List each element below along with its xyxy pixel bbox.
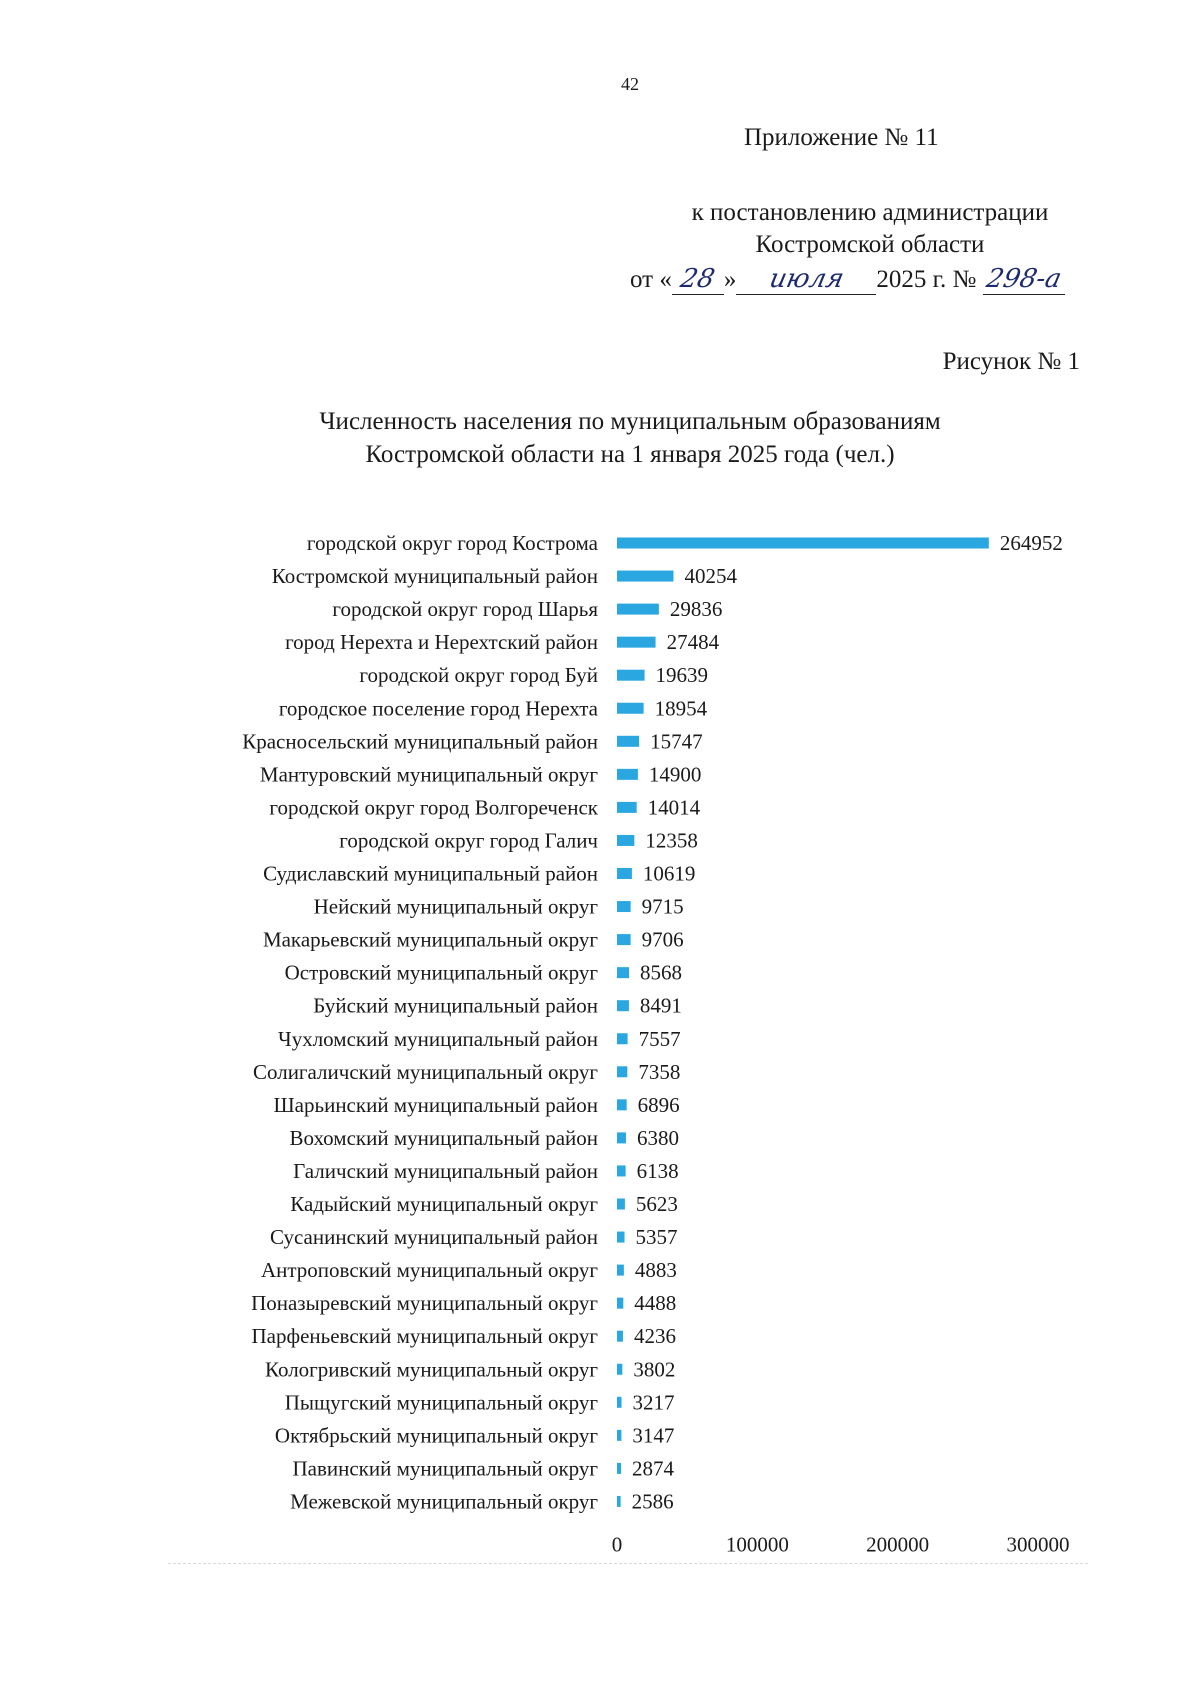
data-label: 14014	[647, 795, 701, 820]
category-label: Островский муниципальный округ	[284, 960, 598, 985]
data-label: 7557	[638, 1026, 681, 1051]
bar	[617, 1463, 621, 1474]
bar	[617, 1232, 625, 1243]
data-label: 19639	[655, 663, 709, 688]
date-month-field	[736, 264, 876, 295]
data-label: 4883	[634, 1258, 677, 1283]
decree-line-1: к постановлению администрации	[691, 199, 1049, 226]
data-label: 12358	[645, 828, 698, 853]
category-label: Чухломский муниципальный район	[278, 1026, 598, 1051]
category-label: Галичский муниципальный район	[293, 1158, 598, 1183]
x-tick-label: 0	[611, 1532, 623, 1557]
category-label: городской округ город Галич	[339, 828, 598, 853]
data-label: 14900	[648, 762, 702, 787]
data-label: 3802	[633, 1357, 676, 1382]
category-label: Поназыревский муниципальный округ	[251, 1291, 598, 1316]
bar	[617, 538, 989, 549]
category-label: Макарьевский муниципальный округ	[262, 927, 598, 952]
bar	[617, 736, 639, 747]
date-day-handwritten: 28	[678, 264, 718, 294]
data-label: 27484	[666, 630, 720, 655]
bar	[617, 1199, 625, 1210]
category-label: Шарьинский муниципальный район	[273, 1092, 598, 1117]
category-label: Межевской муниципальный округ	[290, 1489, 598, 1514]
bar	[617, 571, 673, 582]
bar	[617, 1033, 628, 1044]
data-label: 6138	[636, 1158, 679, 1183]
data-label: 29836	[669, 597, 723, 622]
date-prefix: от «	[630, 266, 672, 293]
bar	[617, 1496, 621, 1507]
category-label: городской округ город Шарья	[332, 597, 598, 622]
data-label: 3147	[632, 1423, 675, 1448]
data-label: 15747	[650, 729, 703, 754]
data-label: 4488	[634, 1291, 677, 1316]
date-year: 2025 г. №	[876, 266, 977, 293]
x-tick-label: 200000	[866, 1532, 930, 1557]
category-label: Мантуровский муниципальный округ	[259, 762, 598, 787]
bar	[617, 1165, 626, 1176]
data-label: 3217	[632, 1390, 675, 1415]
category-label: Красносельский муниципальный район	[242, 729, 598, 754]
bar	[617, 802, 637, 813]
data-label: 7358	[638, 1059, 681, 1084]
data-label: 4236	[633, 1324, 676, 1349]
population-bar-chart	[0, 500, 1200, 1560]
category-label: городской округ город Кострома	[306, 531, 598, 555]
date-month-handwritten: июля	[766, 264, 847, 294]
bar	[617, 604, 659, 615]
data-label: 5623	[635, 1192, 678, 1216]
category-label: городской округ город Волгореченск	[269, 795, 598, 820]
data-label: 10619	[642, 861, 696, 886]
bar	[617, 1265, 624, 1276]
date-day-field	[672, 264, 724, 295]
chart-title	[0, 405, 1200, 471]
data-label: 6896	[637, 1092, 680, 1117]
category-label: Парфеньевский муниципальный округ	[251, 1324, 598, 1349]
data-label: 8491	[639, 993, 682, 1018]
category-label: Кологривский муниципальный округ	[265, 1357, 598, 1382]
bar	[617, 934, 631, 945]
bar	[617, 1331, 623, 1342]
data-label: 264952	[999, 531, 1063, 555]
data-label: 8568	[640, 960, 683, 985]
category-label: Буйский муниципальный район	[313, 993, 598, 1018]
chart-title-line-1: Численность населения по муниципальным образованиям	[319, 408, 941, 435]
x-tick-label: 100000	[725, 1532, 789, 1557]
bar	[617, 1132, 626, 1143]
page-number: 42	[621, 74, 639, 94]
x-tick-label: 300000	[1006, 1532, 1070, 1557]
bar	[617, 967, 629, 978]
data-label: 9706	[641, 927, 684, 952]
bar	[617, 1364, 622, 1375]
data-label: 2874	[632, 1456, 675, 1481]
bar	[617, 1298, 623, 1309]
decree-reference	[640, 197, 1100, 261]
bar	[617, 835, 634, 846]
category-label: Вохомский муниципальный район	[289, 1125, 598, 1150]
category-label: Солигаличский муниципальный округ	[252, 1059, 598, 1084]
bar	[617, 769, 638, 780]
data-label: 6380	[636, 1125, 679, 1150]
category-label: Нейский муниципальный округ	[313, 894, 598, 919]
bar	[617, 637, 656, 648]
data-label: 2586	[631, 1489, 674, 1514]
bar	[617, 1066, 627, 1077]
bar	[617, 868, 632, 879]
data-label: 40254	[684, 564, 737, 589]
decree-number-handwritten: 298-а	[983, 264, 1064, 294]
data-label: 9715	[641, 894, 684, 919]
category-label: Сусанинский муниципальный район	[269, 1225, 598, 1250]
category-label: Кадыйский муниципальный округ	[290, 1192, 598, 1216]
faint-scan-line	[168, 1563, 1088, 1564]
data-label: 5357	[635, 1225, 678, 1250]
category-label: Пыщугский муниципальный округ	[284, 1390, 598, 1415]
date-quote-close: »	[723, 266, 737, 293]
bar	[617, 703, 644, 714]
decree-date-line	[630, 264, 1065, 295]
category-label: город Нерехта и Нерехтский район	[285, 630, 598, 655]
decree-number-field	[983, 264, 1065, 295]
bar	[617, 670, 645, 681]
decree-line-2: Костромской области	[755, 231, 985, 258]
bar	[617, 1397, 622, 1408]
category-label: Судиславский муниципальный район	[263, 861, 598, 886]
category-label: Антроповский муниципальный округ	[260, 1258, 598, 1283]
figure-label: Рисунок № 1	[942, 348, 1080, 375]
bar	[617, 1099, 627, 1110]
category-label: городское поселение город Нерехта	[278, 696, 598, 721]
category-label: Октябрьский муниципальный округ	[274, 1423, 598, 1448]
appendix-label: Приложение № 11	[744, 124, 939, 151]
chart-title-line-2: Костромской области на 1 января 2025 года (чел.)	[365, 441, 895, 468]
bar	[617, 901, 631, 912]
data-label: 18954	[654, 696, 708, 721]
category-label: Павинский муниципальный округ	[292, 1456, 598, 1481]
category-label: городской округ город Буй	[359, 663, 598, 688]
bar	[617, 1000, 629, 1011]
category-label: Костромской муниципальный район	[271, 564, 598, 589]
bar	[617, 1430, 621, 1441]
